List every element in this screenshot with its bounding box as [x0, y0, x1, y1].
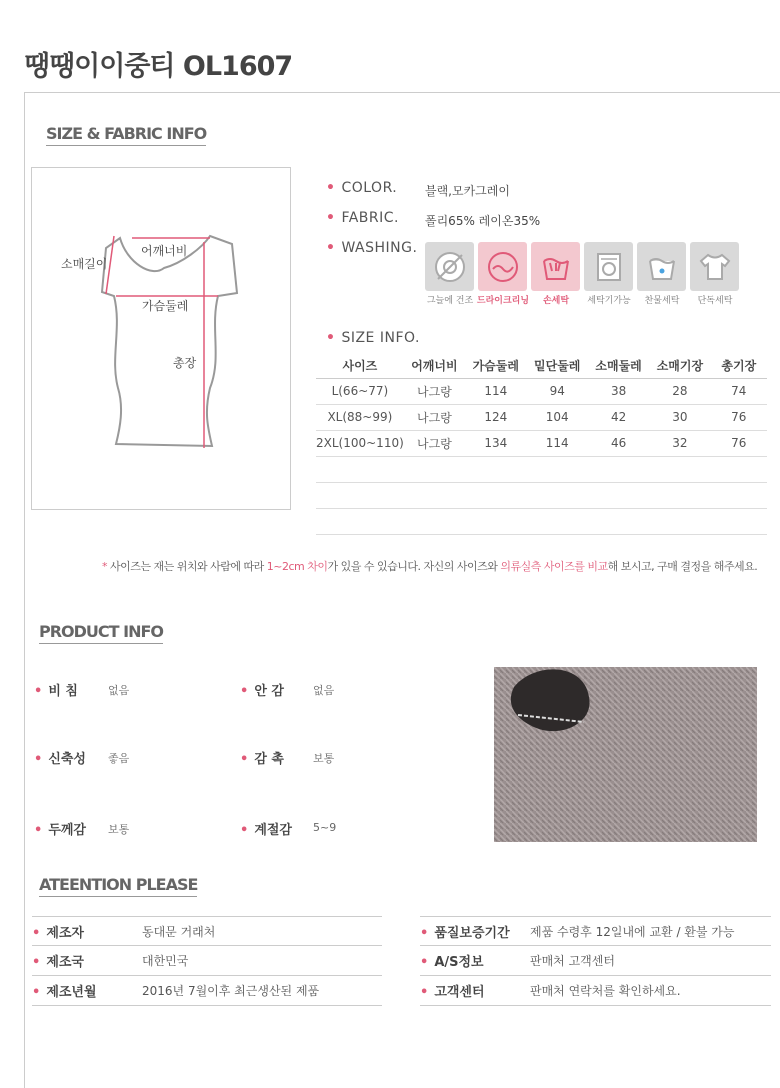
washing-caption: 손세탁 — [542, 296, 570, 306]
attention-value: 동대문 거래처 — [142, 924, 216, 939]
product-attr-value: 좋음 — [108, 752, 130, 765]
table-cell: 나그랑 — [404, 404, 465, 430]
table-cell: 2XL(100~110) — [316, 430, 404, 456]
table-cell: 32 — [649, 430, 710, 456]
attention-label: • 고객센터 — [420, 985, 485, 1000]
attention-heading: ATEENTION PLEASE — [39, 875, 197, 897]
table-row-empty — [316, 482, 767, 508]
table-cell: 38 — [588, 378, 649, 404]
page-title: 땡땡이이중티 OL1607 — [24, 51, 293, 82]
col-header: 소매둘레 — [588, 354, 649, 378]
tumble-dry-icon — [425, 242, 474, 291]
attention-row — [420, 916, 771, 946]
hand-wash-icon — [531, 242, 580, 291]
product-attr-value: 보통 — [108, 823, 130, 836]
attention-label: • A/S정보 — [420, 955, 484, 970]
size-fabric-heading: SIZE & FABRIC INFO — [46, 124, 206, 146]
attention-row — [32, 976, 382, 1006]
product-attr-label: • 감 촉 — [240, 752, 284, 767]
col-header: 가슴둘레 — [465, 354, 526, 378]
washing-caption: 단독세탁 — [697, 296, 733, 306]
fabric-label: • FABRIC. — [326, 210, 399, 226]
product-attr-label: • 계절감 — [240, 823, 292, 838]
sleeve-length-label: 소매길이 — [61, 257, 108, 271]
product-attr-value: 보통 — [313, 752, 335, 765]
attention-row — [420, 946, 771, 976]
table-row-empty — [316, 508, 767, 534]
product-attr-value: 없음 — [108, 684, 130, 697]
product-attr-label: • 두께감 — [34, 823, 86, 838]
washing-captions — [420, 293, 745, 306]
col-header: 소매기장 — [649, 354, 710, 378]
garment-drawing — [32, 168, 290, 509]
garment-diagram — [31, 167, 291, 510]
dry-clean-icon — [478, 242, 527, 291]
product-attr-label: • 안 감 — [240, 684, 284, 699]
table-cell: 134 — [465, 430, 526, 456]
table-cell: 114 — [526, 430, 587, 456]
attention-label: • 제조년월 — [32, 985, 97, 1000]
product-attr-label: • 신축성 — [34, 752, 86, 767]
table-cell: 76 — [711, 430, 767, 456]
color-value: 블랙,모카그레이 — [425, 184, 510, 198]
frame-top-line — [24, 92, 780, 93]
table-row — [316, 430, 767, 456]
table-cell: L(66~77) — [316, 378, 404, 404]
washing-machine-icon — [584, 242, 633, 291]
table-cell: 76 — [711, 404, 767, 430]
size-table-header — [316, 354, 767, 378]
product-attr-value: 5~9 — [313, 821, 337, 834]
table-cell: 46 — [588, 430, 649, 456]
separate-wash-icon — [690, 242, 739, 291]
fabric-value: 폴리65% 레이온35% — [425, 214, 541, 228]
table-cell: 74 — [711, 378, 767, 404]
col-header: 어깨너비 — [404, 354, 465, 378]
attention-row — [32, 916, 382, 946]
table-cell: 104 — [526, 404, 587, 430]
frame-left-line — [24, 92, 25, 1088]
attention-right-list — [420, 916, 771, 1006]
attention-value: 대한민국 — [142, 954, 189, 968]
attention-row — [32, 946, 382, 976]
size-note: * 사이즈는 재는 위치와 사람에 따라 1~2cm 차이가 있을 수 있습니다. 자신의 사이즈와 의류실측 사이즈를 비교해 보시고, 구매 결정을 해주세요. — [102, 560, 758, 573]
table-cell: XL(88~99) — [316, 404, 404, 430]
washing-caption: 세탁기가능 — [587, 296, 631, 306]
fabric-swatch-image — [494, 667, 757, 842]
attention-label: • 제조자 — [32, 925, 84, 941]
product-attr-value: 없음 — [313, 684, 335, 697]
attention-value: 2016년 7월이후 최근생산된 제품 — [142, 984, 320, 998]
washing-caption: 드라이크리닝 — [476, 296, 530, 306]
attention-value: 판매처 고객센터 — [530, 954, 615, 968]
table-row-empty — [316, 456, 767, 482]
table-row — [316, 404, 767, 430]
attention-row — [420, 976, 771, 1006]
shoulder-width-label: 어깨너비 — [141, 244, 188, 258]
table-cell: 124 — [465, 404, 526, 430]
table-cell: 114 — [465, 378, 526, 404]
washing-label: • WASHING. — [326, 240, 418, 256]
color-label: • COLOR. — [326, 180, 398, 196]
table-cell: 30 — [649, 404, 710, 430]
product-attr-label: • 비 침 — [34, 684, 78, 699]
table-cell: 28 — [649, 378, 710, 404]
table-row — [316, 378, 767, 404]
table-cell: 나그랑 — [404, 378, 465, 404]
table-cell: 나그랑 — [404, 430, 465, 456]
chest-label: 가슴둘레 — [142, 299, 189, 313]
col-header: 총기장 — [711, 354, 767, 378]
water-wash-icon — [637, 242, 686, 291]
col-header: 밑단둘레 — [526, 354, 587, 378]
attention-value: 판매처 연락처를 확인하세요. — [530, 984, 681, 998]
size-info-label: • SIZE INFO. — [326, 330, 420, 346]
washing-icons — [425, 242, 739, 291]
product-info-heading: PRODUCT INFO — [39, 622, 163, 644]
attention-label: • 제조국 — [32, 955, 84, 970]
total-length-label: 총장 — [173, 356, 197, 370]
table-cell: 42 — [588, 404, 649, 430]
attention-left-list — [32, 916, 382, 1006]
size-table — [316, 354, 767, 535]
attention-label: • 품질보증기간 — [420, 925, 510, 941]
attention-value: 제품 수령후 12일내에 교환 / 환불 가능 — [530, 924, 735, 939]
col-header: 사이즈 — [316, 354, 404, 378]
table-cell: 94 — [526, 378, 587, 404]
washing-caption: 찬물세탁 — [644, 296, 680, 306]
washing-caption: 그늘에 건조 — [426, 296, 474, 306]
